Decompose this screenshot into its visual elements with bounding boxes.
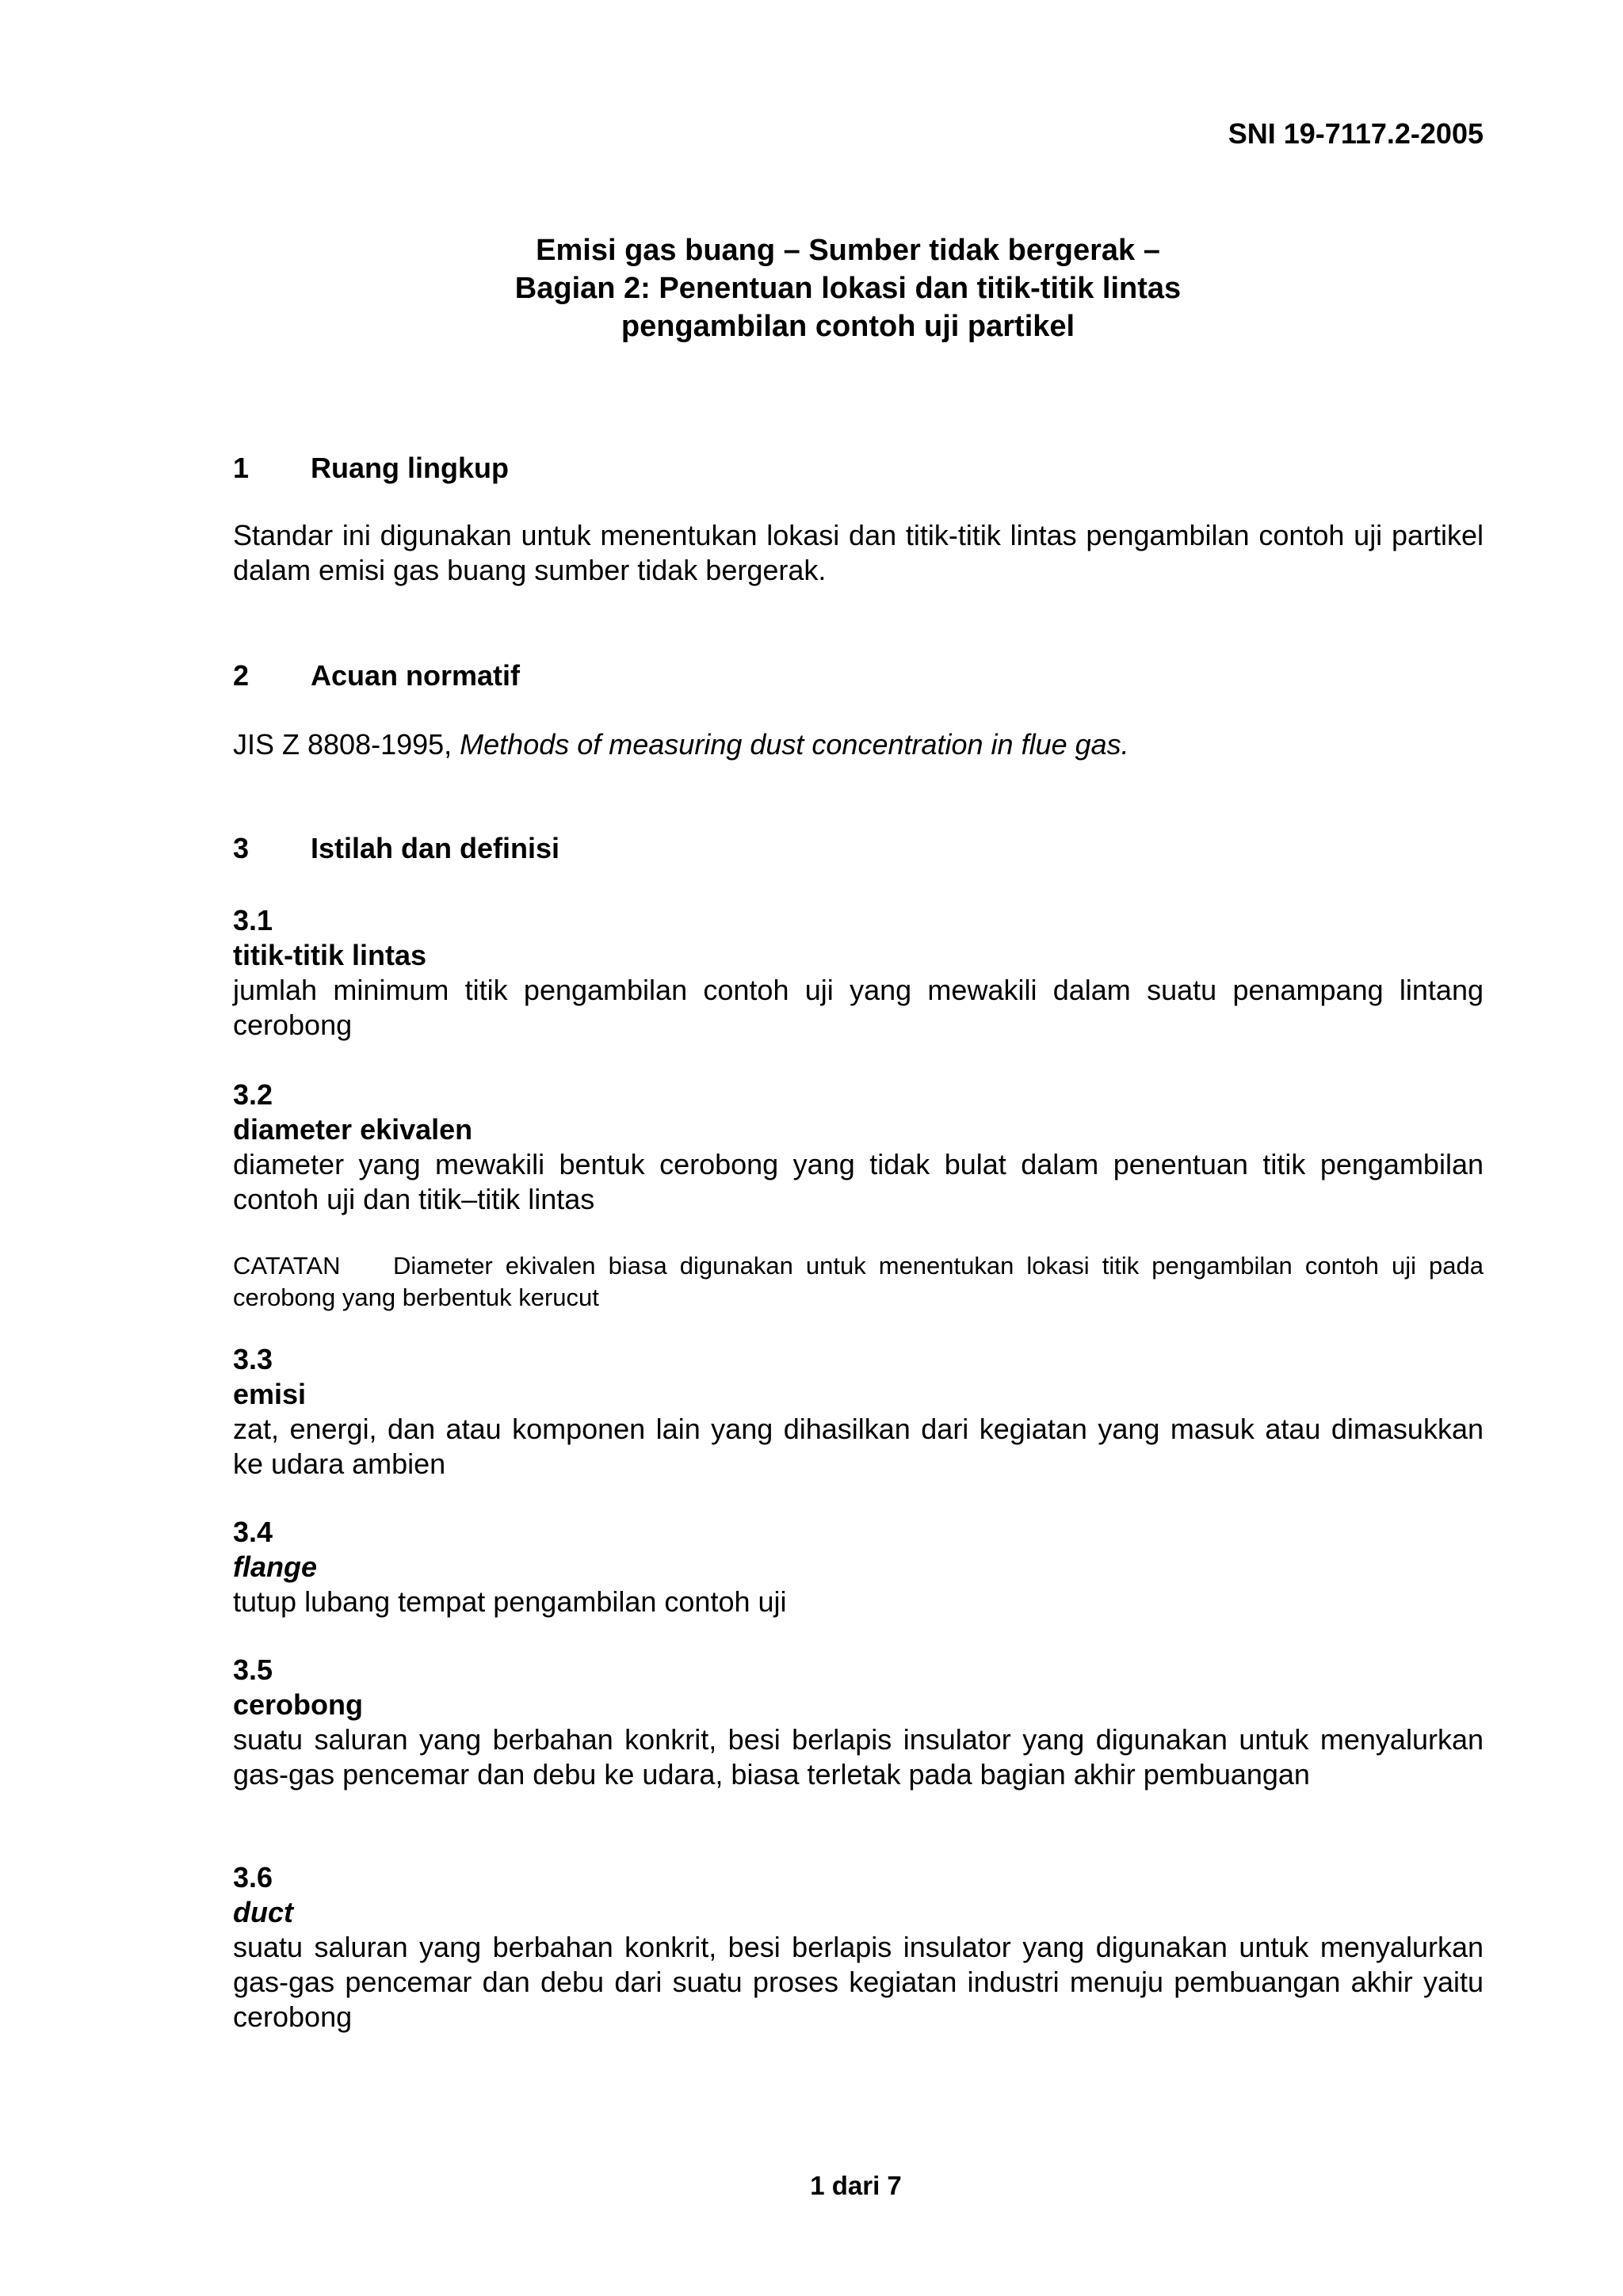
section-title: Ruang lingkup [311, 452, 509, 484]
term-definition: jumlah minimum titik pengambilan contoh uji yang mewakili dalam suatu penampang lintang cerobong [233, 974, 1484, 1041]
section-number: 2 [233, 659, 250, 692]
term-name: diameter ekivalen [233, 1113, 473, 1146]
section-number: 3 [233, 832, 250, 864]
term-number: 3.5 [233, 1653, 273, 1686]
section-1-body: Standar ini digunakan untuk menentukan lokasi dan titik-titik lintas pengambilan contoh uji partikel dalam emisi gas buang sumber tidak bergerak. [233, 519, 1484, 586]
term-definition: zat, energi, dan atau komponen lain yang dihasilkan dari kegiatan yang masuk atau dimasukkan ke udara ambien [233, 1413, 1484, 1480]
term-number: 3.3 [233, 1343, 273, 1375]
section-title: Acuan normatif [311, 659, 521, 692]
normative-reference [233, 727, 1484, 762]
section-number: 1 [233, 452, 250, 484]
section-3-heading [233, 832, 559, 865]
term-definition: tutup lubang tempat pengambilan contoh uji [233, 1585, 787, 1618]
term-name: cerobong [233, 1688, 364, 1721]
title-line-3: pengambilan contoh uji partikel [621, 310, 1075, 343]
reference-code: JIS Z 8808-1995, [233, 728, 460, 761]
document-title [0, 231, 1623, 345]
term-name: duct [233, 1896, 293, 1928]
term-number: 3.4 [233, 1516, 273, 1548]
note-label: CATATAN [233, 1252, 341, 1280]
term-name: emisi [233, 1378, 307, 1410]
term-name: titik-titik lintas [233, 939, 427, 971]
section-title: Istilah dan definisi [311, 832, 560, 864]
term-definition: suatu saluran yang berbahan konkrit, besi berlapis insulator yang digunakan untuk menyalurkan gas-gas pencemar dan debu dari suatu proses kegiatan industri menuju pembuangan akhir yaitu cerobong [233, 1931, 1484, 2033]
document-code: SNI 19-7117.2-2005 [1228, 117, 1484, 150]
page-number: 1 dari 7 [810, 2171, 902, 2200]
term-note [233, 1250, 1484, 1314]
title-line-2: Bagian 2: Penentuan lokasi dan titik-titik lintas [514, 272, 1182, 305]
term-number: 3.2 [233, 1078, 273, 1111]
term-number: 3.6 [233, 1861, 273, 1894]
term-name: flange [233, 1550, 318, 1583]
title-line-1: Emisi gas buang – Sumber tidak bergerak – [536, 234, 1160, 267]
term-number: 3.1 [233, 904, 273, 936]
reference-title: Methods of measuring dust concentration in flue gas. [460, 728, 1129, 761]
note-text: Diameter ekivalen biasa digunakan untuk menentukan lokasi titik pengambilan contoh uji pada cerobong yang berbentuk kerucut [233, 1252, 1484, 1311]
section-2-heading [233, 659, 520, 692]
term-definition: suatu saluran yang berbahan konkrit, besi berlapis insulator yang digunakan untuk menyalurkan gas-gas pencemar dan debu ke udara, biasa terletak pada bagian akhir pembuangan [233, 1723, 1484, 1791]
term-definition: diameter yang mewakili bentuk cerobong yang tidak bulat dalam penentuan titik pengambilan contoh uji dan titik–titik lintas [233, 1148, 1484, 1215]
section-1-heading [233, 452, 509, 485]
